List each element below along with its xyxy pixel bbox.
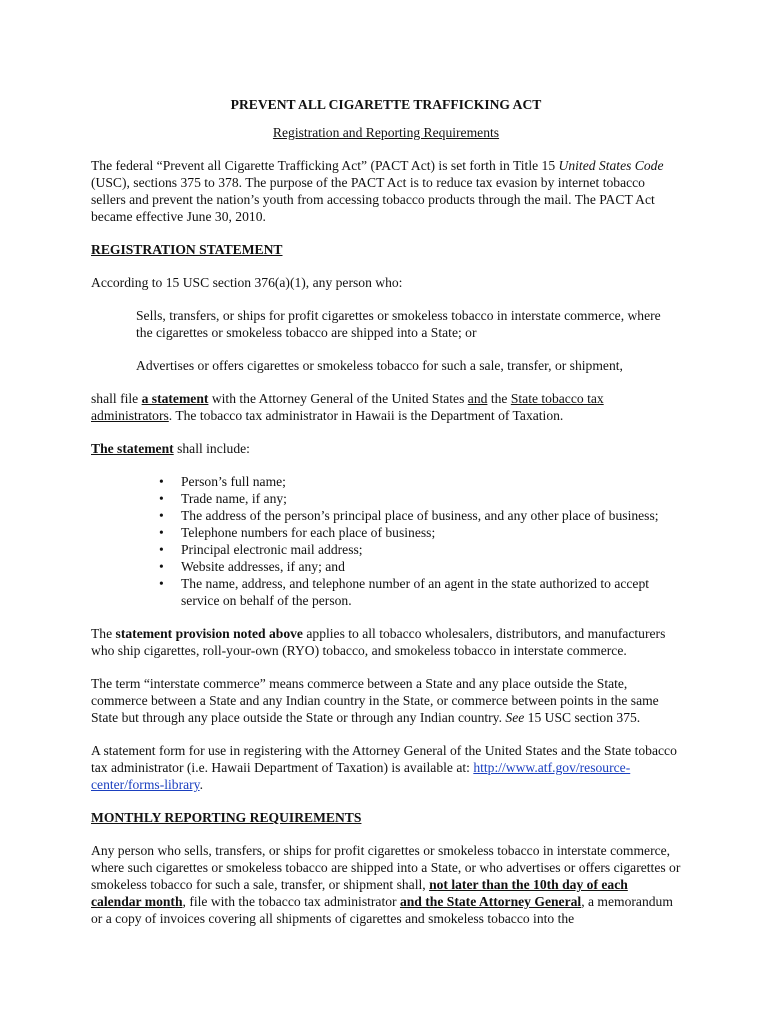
list-item [91, 541, 681, 558]
a-statement-emphasis: a statement [141, 391, 209, 406]
monthly-text-2: , file with the tobacco tax administrator [182, 894, 400, 909]
bullet-icon: • [159, 542, 164, 557]
provision-text-1: The [91, 626, 116, 641]
statement-include-paragraph [91, 440, 681, 457]
shall-file-text-1: shall file [91, 391, 142, 406]
statement-label: The statement [91, 441, 174, 456]
list-item-text: The address of the person’s principal place of business, and any other place of business; [181, 508, 659, 523]
list-item-text: The name, address, and telephone number of an agent in the state authorized to accept service on behalf of the person. [181, 576, 650, 608]
list-item-text: Telephone numbers for each place of business; [181, 525, 436, 540]
list-item [91, 473, 681, 490]
according-paragraph: According to 15 USC section 376(a)(1), any person who: [91, 275, 403, 290]
indent-sells-paragraph: Sells, transfers, or ships for profit cigarettes or smokeless tobacco in interstate commerce, where the cigarettes or smokeless tobacco are shipped into a State; or [136, 308, 661, 340]
list-item [91, 490, 681, 507]
list-item [91, 558, 681, 575]
bullet-icon: • [159, 474, 164, 489]
list-item [91, 524, 681, 541]
provision-text-2: applies to all tobacco wholesalers, distributors, and manufacturers who ship cigarettes, roll-your-own (RYO) tobacco, and smokeless tobacco in interstate commerce. [91, 626, 666, 658]
intro-text-1: The federal “Prevent all Cigarette Trafficking Act” (PACT Act) is set forth in Title 15 [91, 158, 559, 173]
bullet-icon: • [159, 525, 164, 540]
list-item [91, 507, 681, 524]
intro-text-2: (USC), sections 375 to 378. The purpose of the PACT Act is to reduce tax evasion by internet tobacco sellers and prevent the nation’s youth from accessing tobacco products through the mail. The PACT Act became effective June 30, 2010. [91, 175, 655, 224]
bullet-icon: • [159, 559, 164, 574]
state-admins-emphasis: State tobacco tax administrators [91, 391, 604, 423]
interstate-text-2: 15 USC section 375. [524, 710, 641, 725]
provision-paragraph [91, 625, 681, 659]
shall-file-text-4: . The tobacco tax administrator in Hawaii is the Department of Taxation. [168, 408, 564, 423]
deadline-emphasis: not later than the 10th day of each calendar month [91, 877, 628, 909]
shall-file-text-3: the [487, 391, 511, 406]
shall-file-text-2: with the Attorney General of the United States [208, 391, 468, 406]
bullet-icon: • [159, 576, 164, 591]
monthly-text-3: , a memorandum or a copy of invoices covering all shipments of cigarettes and smokeless tobacco into the [91, 894, 673, 926]
forms-library-link[interactable]: http://www.atf.gov/resource-center/forms-library [91, 760, 631, 792]
statement-include-text: shall include: [173, 441, 250, 456]
list-item-text: Person’s full name; [181, 474, 286, 489]
see-italic: See [505, 710, 525, 725]
registration-heading: REGISTRATION STATEMENT [91, 242, 283, 257]
list-item [91, 575, 681, 609]
interstate-paragraph [91, 675, 681, 726]
statement-items-list [91, 473, 681, 609]
monthly-heading: MONTHLY REPORTING REQUIREMENTS [91, 810, 362, 825]
document-page [91, 96, 681, 927]
intro-paragraph [91, 157, 681, 225]
form-paragraph [91, 742, 681, 793]
provision-emphasis: statement provision noted above [115, 626, 303, 641]
state-ag-emphasis: and the State Attorney General [399, 894, 582, 909]
document-subtitle: Registration and Reporting Requirements [272, 125, 500, 140]
bullet-icon: • [159, 508, 164, 523]
list-item-text: Trade name, if any; [181, 491, 287, 506]
indent-advertises-paragraph: Advertises or offers cigarettes or smokeless tobacco for such a sale, transfer, or shipment, [136, 358, 623, 373]
monthly-paragraph [91, 842, 681, 927]
bullet-icon: • [159, 491, 164, 506]
and-emphasis: and [467, 391, 488, 406]
list-item-text: Website addresses, if any; and [181, 559, 345, 574]
monthly-text-1: Any person who sells, transfers, or ships for profit cigarettes or smokeless tobacco in interstate commerce, where such cigarettes or smokeless tobacco are shipped into a State, or who advertises or offers cigarettes or smokeless tobacco for such a sale, transfer, or shipment shall, [91, 843, 681, 892]
form-end: . [199, 777, 203, 792]
intro-usc-italic: United States Code [558, 158, 664, 173]
list-item-text: Principal electronic mail address; [181, 542, 363, 557]
document-title: PREVENT ALL CIGARETTE TRAFFICKING ACT [230, 97, 542, 112]
interstate-text-1: The term “interstate commerce” means commerce between a State and any place outside the State, commerce between a State and any Indian country in the State, or commerce between points in the same State but through any place outside the State or through any Indian country. [91, 676, 659, 725]
form-text: A statement form for use in registering with the Attorney General of the United States and the State tobacco tax administrator (i.e. Hawaii Department of Taxation) is available at: [91, 743, 677, 775]
shall-file-paragraph [91, 390, 681, 424]
